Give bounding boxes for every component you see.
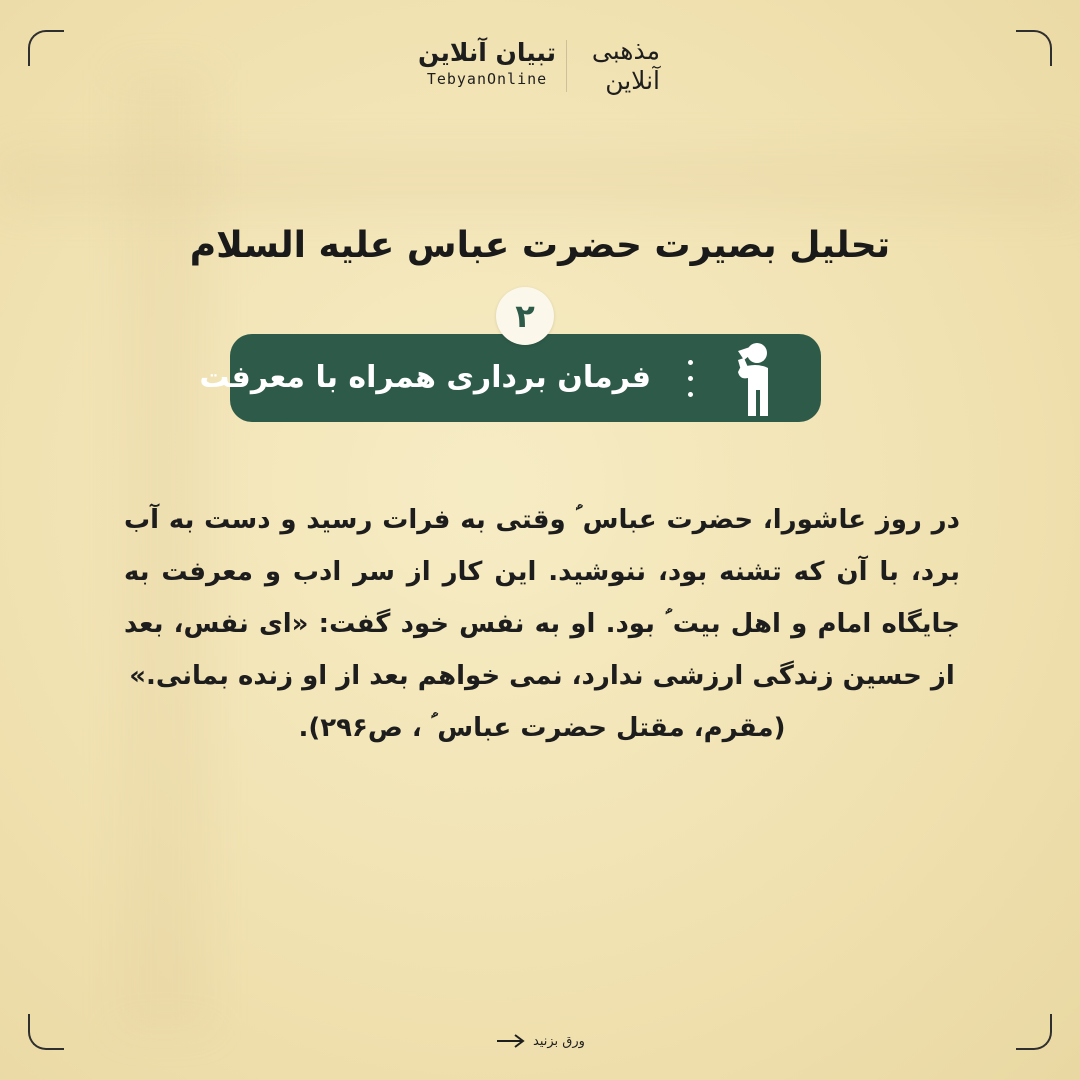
tebyan-logo <box>412 36 562 88</box>
saluting-person-icon <box>730 338 780 418</box>
swipe-hint-label: ورق بزنید <box>533 1033 585 1049</box>
tebyan-logo-en: TebyanOnline <box>426 70 548 88</box>
page-title: تحلیل بصیرت حضرت عباس علیه السلام <box>189 225 891 266</box>
banner-label: فرمان برداری همراه با معرفت <box>199 360 651 395</box>
madhhabi-logo-line1: مذهبی <box>591 36 660 65</box>
slide-number-badge: ۲ <box>496 287 554 345</box>
brand-header <box>0 36 1080 100</box>
banner-dots-divider <box>688 360 694 400</box>
swipe-hint[interactable] <box>495 1028 585 1054</box>
tebyan-logo-fa: تبیان آنلاین <box>417 38 557 67</box>
arrow-left-icon <box>495 1033 525 1049</box>
brand-divider <box>566 40 567 92</box>
section-banner <box>199 334 821 422</box>
madhhabi-logo-line2: آنلاین <box>605 66 660 95</box>
frame-corner-bottom-left <box>28 1014 64 1050</box>
body-text <box>124 494 960 754</box>
madhhabi-online-logo <box>568 36 660 96</box>
frame-corner-bottom-right <box>1016 1014 1052 1050</box>
body-paragraph: در روز عاشورا، حضرت عباس ؑ وقتی به فرات رسید و دست به آب برد، با آن که تشنه بود، ننوشید. این کار از سر ادب و معرفت به جایگاه امام و اهل بیت ؑ بود. او به نفس خود گفت: «ای نفس، بعد از حسین زندگی ارزشی ندارد، نمی خواهم بعد از او زنده بمانی.» <box>124 505 960 691</box>
body-reference: (مقرم، مقتل حضرت عباس ؑ ، ص۲۹۶). <box>298 713 786 743</box>
window-shadow <box>0 150 1080 210</box>
